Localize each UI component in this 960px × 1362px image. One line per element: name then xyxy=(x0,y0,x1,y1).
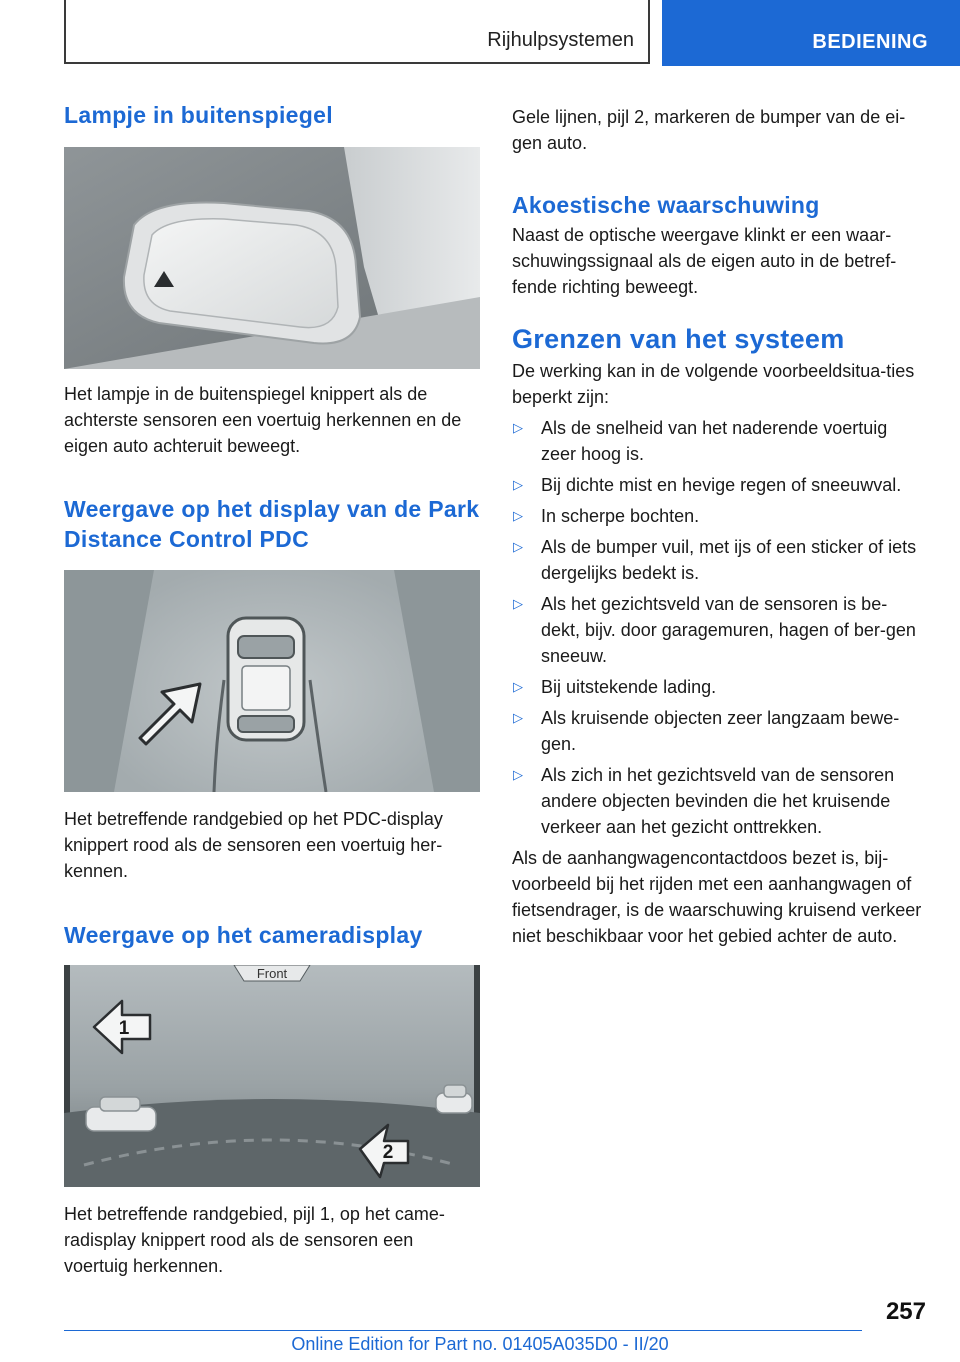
footer-edition-text: Online Edition for Part no. 01405A035D0 - II/20 xyxy=(291,1334,669,1354)
heading-mirror-lamp: Lampje in buitenspiegel xyxy=(64,102,333,128)
right-column xyxy=(512,104,926,949)
acoustic-warning-text: Naast de optische weergave klinkt er een waar-schuwingssignaal als de eigen auto in de betref-fende richting beweegt. xyxy=(512,225,897,297)
camera-label-front: Front xyxy=(256,966,288,981)
camera-display-description: Het betreffende randgebied, pijl 1, op het came-radisplay knippert rood als de sensoren een voertuig herkennen. xyxy=(64,1204,445,1276)
header-chapter-title: BEDIENING xyxy=(812,31,928,53)
header-chapter-tab xyxy=(662,0,960,66)
triangle-bullet-icon: ▷ xyxy=(513,679,523,694)
header-section-box xyxy=(64,0,650,64)
heading-pdc-display: Weergave op het display van de Park Distance Control PDC xyxy=(64,496,480,552)
system-limits-list xyxy=(512,415,926,840)
mirror-lamp-description: Het lampje in de buitenspiegel knippert als de achterste sensoren een voertuig herkennen en de eigen auto achteruit beweegt. xyxy=(64,384,462,456)
header-section-title: Rijhulpsystemen xyxy=(487,29,634,51)
list-item: ▷ Als het gezichtsveld van de sensoren is be-dekt, bijv. door garagemuren, hagen of ber-gen sneeuw. xyxy=(512,591,926,669)
mirror-illustration xyxy=(64,147,480,369)
page-number: 257 xyxy=(885,1298,926,1325)
system-limits-intro: De werking kan in de volgende voorbeeldsitua-ties beperkt zijn: xyxy=(512,361,915,407)
triangle-bullet-icon: ▷ xyxy=(513,710,523,725)
heading-system-limits: Grenzen van het systeem xyxy=(512,324,845,354)
triangle-bullet-icon: ▷ xyxy=(513,767,523,782)
list-item: ▷ Bij dichte mist en hevige regen of sneeuwval. xyxy=(512,472,926,498)
list-item: ▷ Als de snelheid van het naderende voertuig zeer hoog is. xyxy=(512,415,926,467)
trailer-socket-text: Als de aanhangwagencontactdoos bezet is, bij-voorbeeld bij het rijden met een aanhangwagen of fietsendrager, is de waarschuwing kruisend verkeer niet beschikbaar voor het gebied achter de auto. xyxy=(512,848,922,946)
left-column xyxy=(64,100,480,1279)
triangle-bullet-icon: ▷ xyxy=(513,508,523,523)
triangle-bullet-icon: ▷ xyxy=(513,420,523,435)
camera-display-illustration xyxy=(64,965,480,1187)
list-item: ▷ Bij uitstekende lading. xyxy=(512,674,926,700)
camera-label-1: 1 xyxy=(118,1018,130,1039)
pdc-display-description: Het betreffende randgebied op het PDC-display knippert rood als de sensoren een voertuig her-kennen. xyxy=(64,809,443,881)
yellow-lines-text: Gele lijnen, pijl 2, markeren de bumper van de ei-gen auto. xyxy=(512,107,906,153)
list-item: ▷ In scherpe bochten. xyxy=(512,503,926,529)
footer-divider xyxy=(64,1330,862,1331)
triangle-bullet-icon: ▷ xyxy=(513,477,523,492)
triangle-bullet-icon: ▷ xyxy=(513,596,523,611)
list-item: ▷ Als zich in het gezichtsveld van de sensoren andere objecten bevinden die het kruisende verkeer aan het gezicht onttrekken. xyxy=(512,762,926,840)
list-item: ▷ Als de bumper vuil, met ijs of een sticker of iets dergelijks bedekt is. xyxy=(512,534,926,586)
list-item: ▷ Als kruisende objecten zeer langzaam bewe-gen. xyxy=(512,705,926,757)
heading-acoustic-warning: Akoestische waarschuwing xyxy=(512,192,820,218)
heading-camera-display: Weergave op het cameradisplay xyxy=(64,922,423,948)
pdc-display-illustration xyxy=(64,570,480,792)
camera-label-2: 2 xyxy=(382,1142,394,1163)
triangle-bullet-icon: ▷ xyxy=(513,539,523,554)
